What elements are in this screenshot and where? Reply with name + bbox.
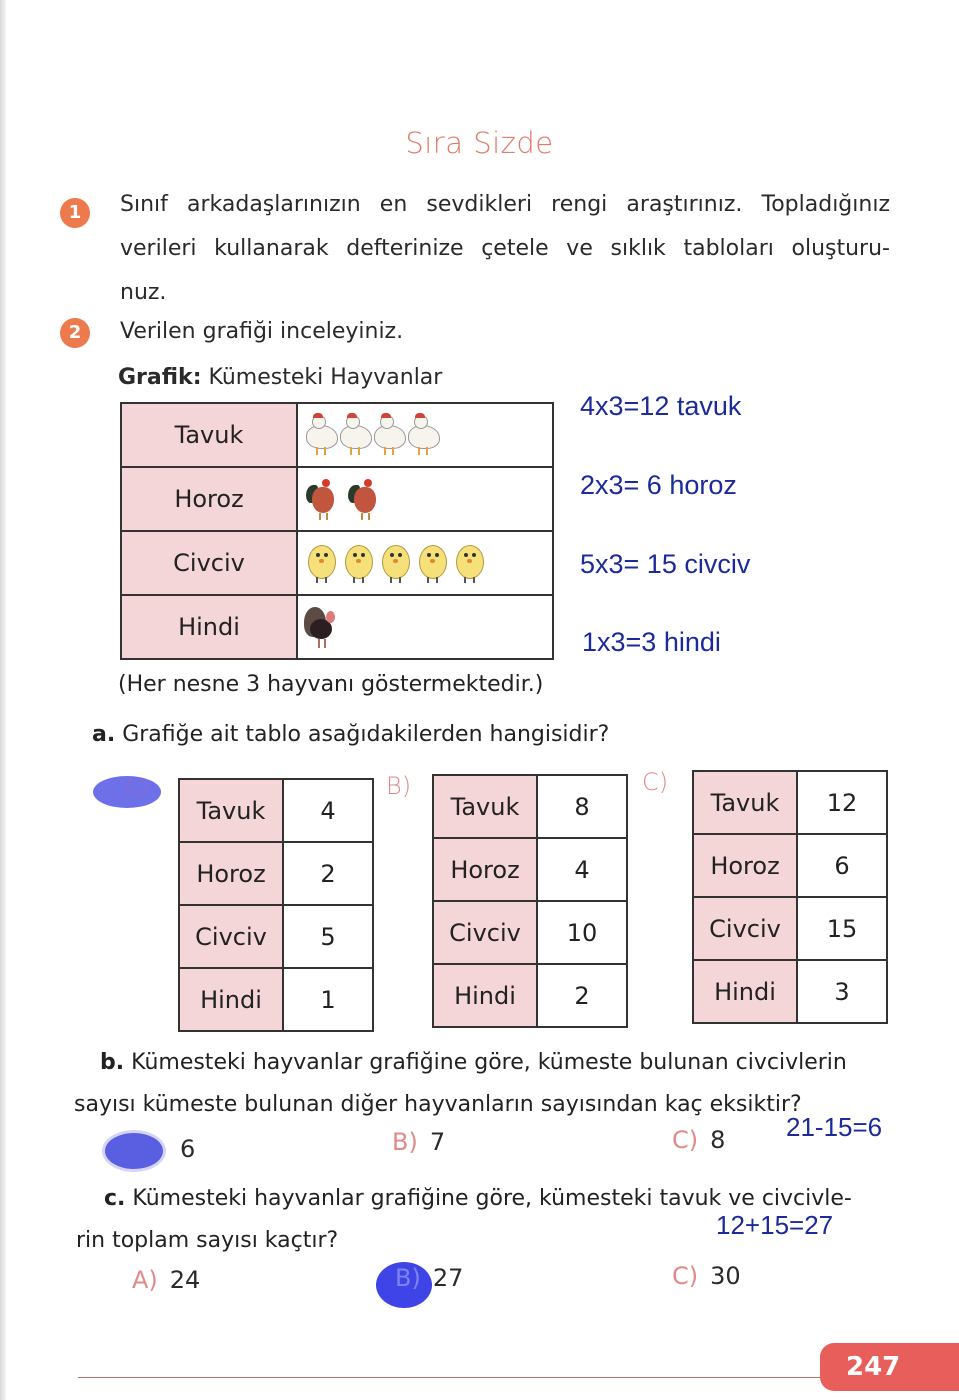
choice-letter: C) bbox=[672, 1262, 699, 1290]
option-c-letter[interactable]: C) bbox=[642, 768, 669, 796]
part-a-question bbox=[92, 722, 609, 747]
chick-icon bbox=[452, 541, 486, 585]
choice-c-c[interactable] bbox=[672, 1262, 741, 1290]
choice-value: 24 bbox=[169, 1266, 201, 1294]
option-c-table[interactable] bbox=[692, 770, 888, 1024]
cell-label: Hindi bbox=[693, 960, 797, 1023]
part-c-question-line1 bbox=[104, 1186, 852, 1211]
hen-icon bbox=[406, 413, 440, 457]
cell-value: 3 bbox=[797, 960, 887, 1023]
cell-label: Tavuk bbox=[433, 775, 537, 838]
part-b-question-line1 bbox=[100, 1050, 847, 1075]
row-label: Civciv bbox=[121, 531, 297, 595]
part-a-text: Grafiğe ait tablo asağıdakilerden hangisidir? bbox=[122, 722, 610, 747]
hen-icon bbox=[372, 413, 406, 457]
choice-letter: C) bbox=[672, 1126, 699, 1154]
pictograph-row bbox=[121, 531, 553, 595]
page-number: 247 bbox=[820, 1343, 959, 1391]
choice-value: 6 bbox=[180, 1135, 196, 1163]
cell-label: Horoz bbox=[179, 842, 283, 905]
cell-value: 6 bbox=[797, 834, 887, 897]
page-edge-shadow bbox=[0, 0, 6, 1400]
footer-rule bbox=[78, 1377, 828, 1378]
question-2-instruction: Verilen grafiği inceleyiniz. bbox=[120, 319, 404, 344]
question-1-text bbox=[120, 183, 890, 315]
option-b-table[interactable] bbox=[432, 774, 628, 1028]
choice-b-b[interactable] bbox=[392, 1128, 445, 1156]
cell-label: Civciv bbox=[179, 905, 283, 968]
pictograph-row bbox=[121, 595, 553, 659]
page-title: Sıra Sizde bbox=[405, 126, 554, 160]
cell-value: 10 bbox=[537, 901, 627, 964]
cell-label: Tavuk bbox=[693, 771, 797, 834]
handwritten-calc: 2x3= 6 horoz bbox=[580, 470, 737, 500]
cell-value: 4 bbox=[537, 838, 627, 901]
choice-c-b[interactable] bbox=[395, 1264, 463, 1292]
cell-label: Horoz bbox=[433, 838, 537, 901]
choice-c-a[interactable] bbox=[132, 1266, 200, 1294]
choice-letter: B) bbox=[392, 1128, 418, 1156]
cell-label: Hindi bbox=[433, 964, 537, 1027]
cell-value: 2 bbox=[537, 964, 627, 1027]
choice-value: 27 bbox=[432, 1264, 464, 1292]
cell-value: 2 bbox=[283, 842, 373, 905]
graph-title: Kümesteki Hayvanlar bbox=[208, 365, 443, 390]
chick-icon bbox=[378, 541, 412, 585]
cell-value: 1 bbox=[283, 968, 373, 1031]
handwritten-calc: 12+15=27 bbox=[716, 1210, 834, 1240]
choice-letter: A) bbox=[132, 1266, 158, 1294]
cell-label: Hindi bbox=[179, 968, 283, 1031]
choice-value: 7 bbox=[429, 1128, 446, 1156]
choice-b-a[interactable] bbox=[180, 1135, 195, 1163]
handwritten-calc: 5x3= 15 civciv bbox=[580, 549, 751, 579]
chick-icon bbox=[415, 541, 449, 585]
pictograph-table bbox=[120, 402, 554, 660]
pictograph-row bbox=[121, 403, 553, 467]
cell-value: 5 bbox=[283, 905, 373, 968]
handwritten-calc: 1x3=3 hindi bbox=[582, 627, 721, 657]
handwritten-calc: 21-15=6 bbox=[786, 1112, 883, 1142]
question-1-line: verileri kullanarak defterinize çetele ve sıklık tabloları oluşturu- bbox=[120, 236, 890, 261]
row-label: Horoz bbox=[121, 467, 297, 531]
part-a-label: a. bbox=[92, 722, 116, 747]
hen-icon bbox=[304, 413, 338, 457]
choice-value: 8 bbox=[710, 1126, 726, 1154]
cell-value: 4 bbox=[283, 779, 373, 842]
rooster-icon bbox=[348, 477, 382, 521]
cell-label: Horoz bbox=[693, 834, 797, 897]
answer-mark-b bbox=[105, 1133, 163, 1169]
part-b-text: Kümesteki hayvanlar grafiğine göre, kümeste bulunan civcivlerin bbox=[131, 1050, 847, 1075]
pictograph-row bbox=[121, 467, 553, 531]
chick-icon bbox=[304, 541, 338, 585]
graph-label: Grafik: bbox=[118, 365, 202, 390]
choice-value: 30 bbox=[710, 1262, 741, 1290]
question-1-line: Sınıf arkadaşlarınızın en sevdikleri rengi araştırınız. Topladığınız bbox=[120, 192, 890, 217]
row-label: Hindi bbox=[121, 595, 297, 659]
cell-value: 12 bbox=[797, 771, 887, 834]
question-1-line: nuz. bbox=[120, 280, 167, 305]
part-c-label: c. bbox=[104, 1186, 126, 1211]
part-c-text: Kümesteki hayvanlar grafiğine göre, kümesteki tavuk ve civcivle- bbox=[132, 1186, 852, 1211]
question-2-badge: 2 bbox=[60, 318, 90, 348]
cell-value: 15 bbox=[797, 897, 887, 960]
option-b-letter[interactable]: B) bbox=[386, 772, 412, 800]
cell-label: Civciv bbox=[693, 897, 797, 960]
hen-icon bbox=[338, 413, 372, 457]
part-b-label: b. bbox=[100, 1050, 125, 1075]
option-a-letter[interactable]: A) bbox=[122, 774, 148, 802]
part-b-question-line2: sayısı kümeste bulunan diğer hayvanların sayısından kaç eksiktir? bbox=[74, 1092, 802, 1117]
cell-label: Tavuk bbox=[179, 779, 283, 842]
handwritten-calc: 4x3=12 tavuk bbox=[580, 391, 742, 421]
graph-caption bbox=[118, 356, 442, 400]
rooster-icon bbox=[306, 477, 340, 521]
choice-letter: B) bbox=[395, 1264, 421, 1292]
choice-b-c[interactable] bbox=[672, 1126, 725, 1154]
option-a-table[interactable] bbox=[178, 778, 374, 1032]
turkey-icon bbox=[304, 605, 338, 649]
cell-label: Civciv bbox=[433, 901, 537, 964]
part-c-question-line2: rin toplam sayısı kaçtır? bbox=[76, 1228, 339, 1253]
row-label: Tavuk bbox=[121, 403, 297, 467]
pictograph-key-note: (Her nesne 3 hayvanı göstermektedir.) bbox=[118, 672, 544, 697]
question-1-badge: 1 bbox=[60, 198, 90, 228]
chick-icon bbox=[341, 541, 375, 585]
cell-value: 8 bbox=[537, 775, 627, 838]
